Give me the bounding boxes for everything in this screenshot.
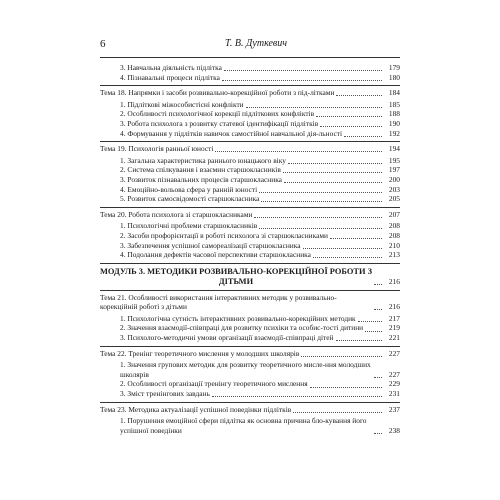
dot-leader bbox=[288, 157, 382, 164]
dot-leader bbox=[215, 145, 382, 152]
toc-entry[interactable] bbox=[100, 156, 400, 166]
dot-leader bbox=[344, 130, 382, 137]
toc-topic-page: 237 bbox=[388, 404, 400, 414]
toc-topic-page: 216 bbox=[388, 302, 400, 312]
toc-entry[interactable] bbox=[100, 185, 400, 195]
toc-entry[interactable] bbox=[100, 100, 400, 110]
toc-entry-text: 5. Розвиток самосвідомості старшокласника bbox=[120, 194, 260, 204]
toc-entry[interactable] bbox=[100, 231, 400, 241]
dot-leader bbox=[313, 251, 382, 258]
toc-entry-text: 1. Порушення емоційної сфери підлітка як основна причина бло-кування його успішної поведінки bbox=[120, 416, 367, 435]
toc-topic-title[interactable] bbox=[100, 349, 400, 359]
dot-leader bbox=[374, 303, 382, 310]
toc-topic-page: 207 bbox=[388, 209, 400, 219]
dot-leader bbox=[374, 278, 382, 285]
dot-leader bbox=[254, 211, 382, 218]
dot-leader bbox=[374, 371, 382, 378]
toc-entry[interactable] bbox=[100, 416, 400, 435]
toc-entry[interactable] bbox=[100, 175, 400, 185]
toc-topic-title-text: Тема 21. Особливості використання інтерактивних методик у розвивально-корекційній роботі з дітьми bbox=[100, 292, 337, 312]
dot-leader bbox=[261, 195, 382, 202]
running-header bbox=[100, 38, 400, 52]
toc-entry-text: 1. Підліткові міжособистісні конфлікти bbox=[120, 99, 244, 109]
toc-entry-text: 3. Навчальна діяльність підлітка bbox=[120, 63, 222, 72]
toc-topic bbox=[100, 141, 400, 204]
dot-leader bbox=[316, 110, 382, 117]
toc-entry-page: 238 bbox=[388, 425, 400, 435]
toc-entry[interactable] bbox=[100, 165, 400, 175]
toc-topic bbox=[100, 85, 400, 138]
dot-leader bbox=[303, 242, 382, 249]
dot-leader bbox=[358, 315, 382, 322]
dot-leader bbox=[365, 325, 382, 332]
toc-entry-text: 2. Значення взаємодії-співпраці для розвитку психіки та особис-тості дитини bbox=[120, 323, 364, 333]
toc-entry-text: 4. Подолання дефектів часової перспективи старшокласника bbox=[120, 250, 311, 260]
toc-entry-page: 195 bbox=[388, 155, 400, 165]
toc-entry-page: 213 bbox=[388, 250, 400, 260]
toc-entry[interactable] bbox=[100, 129, 400, 139]
toc-entry-page: 210 bbox=[388, 240, 400, 250]
toc-entry-text: 3. Зміст тренінгових завдань bbox=[120, 389, 210, 399]
toc-entry[interactable] bbox=[100, 379, 400, 389]
toc-topic-title[interactable] bbox=[100, 405, 400, 415]
toc-topic-title-text: Тема 23. Методика актуалізації успішної поведінки підлітків bbox=[100, 404, 292, 414]
dot-leader bbox=[336, 89, 382, 96]
toc-entry[interactable] bbox=[100, 241, 400, 251]
dot-leader bbox=[259, 222, 382, 229]
toc-module-page: 216 bbox=[388, 277, 400, 287]
toc-entry-page: 208 bbox=[388, 230, 400, 240]
toc-entry-page: 200 bbox=[388, 174, 400, 184]
toc-entry[interactable] bbox=[100, 333, 400, 343]
toc-topic-title[interactable] bbox=[100, 293, 400, 312]
toc-topic-title-text: Тема 20. Робота психолога зі старшокласниками bbox=[100, 209, 253, 219]
toc-entry-page: 229 bbox=[388, 379, 400, 389]
toc-entry[interactable] bbox=[100, 63, 400, 73]
toc-entry-page: 203 bbox=[388, 184, 400, 194]
table-of-contents bbox=[100, 63, 400, 435]
toc-entry-text: 4. Емоційно-вольова сфера у ранній юності bbox=[120, 184, 258, 194]
page-number: 6 bbox=[100, 38, 106, 50]
toc-entry-text: 2. Система спілкування і взаємин старшокласників bbox=[120, 165, 281, 175]
toc-topic bbox=[100, 207, 400, 260]
toc-entry-text: 2. Засоби профорієнтації в роботі психолога зі старшокласниками bbox=[120, 230, 329, 240]
dot-leader bbox=[212, 390, 382, 397]
dot-leader bbox=[310, 381, 382, 388]
dot-leader bbox=[330, 232, 382, 239]
toc-entry-text: 2. Особливості організації тренінгу теоретичного мислення bbox=[120, 379, 308, 389]
toc-entry-text: 4. Пізнавальні процеси підлітка bbox=[120, 72, 220, 82]
toc-entry[interactable] bbox=[100, 360, 400, 379]
dot-leader bbox=[284, 176, 382, 183]
toc-entry-text: 1. Загальна характеристика раннього юнацького віку bbox=[120, 155, 286, 165]
toc-topic-title-text: Тема 22. Тренінг теоретичного мислення у молодших школярів bbox=[100, 348, 300, 358]
toc-entry-text: 2. Особливості психологічної корекції підліткових конфліктів bbox=[120, 109, 315, 119]
toc-module bbox=[100, 263, 400, 287]
toc-entry-page: 188 bbox=[388, 109, 400, 119]
toc-entry-page: 185 bbox=[388, 99, 400, 109]
toc-module-title-text: МОДУЛЬ 3. МЕТОДИКИ РОЗВИВАЛЬНО-КОРЕКЦІЙНОЇ РОБОТИ З ДІТЬМИ bbox=[100, 266, 372, 286]
dot-leader bbox=[222, 74, 382, 81]
toc-entry-page: 219 bbox=[388, 323, 400, 333]
dot-leader bbox=[246, 101, 382, 108]
toc-entry[interactable] bbox=[100, 389, 400, 399]
toc-entry-page: 217 bbox=[388, 313, 400, 323]
toc-entry-page: 221 bbox=[388, 333, 400, 343]
toc-entry-page: 197 bbox=[388, 165, 400, 175]
toc-entry[interactable] bbox=[100, 314, 400, 324]
dot-leader bbox=[374, 427, 382, 434]
toc-entry-text: 3. Психолого-методичні умови організації взаємодії-співпраці дітей bbox=[120, 333, 334, 343]
toc-entry-page: 179 bbox=[388, 63, 400, 72]
toc-entry-page: 208 bbox=[388, 221, 400, 231]
toc-entry-text: 1. Психологічні проблеми старшокласників bbox=[120, 221, 258, 231]
toc-topic bbox=[100, 290, 400, 343]
toc-topic-page: 194 bbox=[388, 144, 400, 154]
toc-topic-title[interactable] bbox=[100, 88, 400, 98]
toc-entry-page: 231 bbox=[388, 389, 400, 399]
dot-leader bbox=[336, 334, 383, 341]
toc-topic-page: 227 bbox=[388, 348, 400, 358]
toc-entry[interactable] bbox=[100, 194, 400, 204]
toc-entry[interactable] bbox=[100, 119, 400, 129]
toc-entry-text: 3. Забезпечення успішної самореалізації старшокласника bbox=[120, 240, 301, 250]
toc-entry-page: 190 bbox=[388, 118, 400, 128]
running-header-author: Т. В. Дуткевич bbox=[225, 38, 288, 49]
toc-topic bbox=[100, 346, 400, 399]
dot-leader bbox=[283, 166, 382, 173]
toc-entry-text: 1. Психологічна сутність інтерактивних розвивально-корекційних методик bbox=[120, 313, 356, 323]
toc-topic-title-text: Тема 18. Напрямки і засоби розвивально-корекційної роботи з під-літками bbox=[100, 88, 335, 98]
toc-entry-text: 4. Формування у підлітків навичок самостійної навчальної дія-льності bbox=[120, 128, 343, 138]
toc-entry[interactable] bbox=[100, 221, 400, 231]
toc-entry-page: 180 bbox=[388, 72, 400, 82]
toc-entry-page: 227 bbox=[388, 369, 400, 379]
toc-topic bbox=[100, 402, 400, 436]
header-rule bbox=[100, 57, 400, 58]
toc-entry-page: 192 bbox=[388, 128, 400, 138]
dot-leader bbox=[320, 120, 382, 127]
toc-entry[interactable] bbox=[100, 109, 400, 119]
toc-entry-text: 1. Значення групових методик для розвитку теоретичного мисле-ння молодших школярів bbox=[120, 360, 371, 379]
dot-leader bbox=[259, 186, 382, 193]
toc-module-title[interactable] bbox=[100, 267, 400, 287]
dot-leader bbox=[293, 406, 382, 413]
toc-entry[interactable] bbox=[100, 323, 400, 333]
toc-entry[interactable] bbox=[100, 250, 400, 260]
toc-entry-text: 3. Робота психолога з розвитку статевої ідентифікації підлітків bbox=[120, 118, 319, 128]
toc-topic-title-text: Тема 19. Психологія ранньої юності bbox=[100, 144, 214, 154]
toc-entry-text: 3. Розвиток пізнавальних процесів старшокласника bbox=[120, 174, 282, 184]
toc-entry-page: 205 bbox=[388, 194, 400, 204]
dot-leader bbox=[301, 350, 382, 357]
toc-topic-title[interactable] bbox=[100, 144, 400, 154]
toc-topic-title[interactable] bbox=[100, 210, 400, 220]
toc-topic-page: 184 bbox=[388, 88, 400, 98]
dot-leader bbox=[224, 64, 382, 71]
toc-entry[interactable] bbox=[100, 73, 400, 83]
